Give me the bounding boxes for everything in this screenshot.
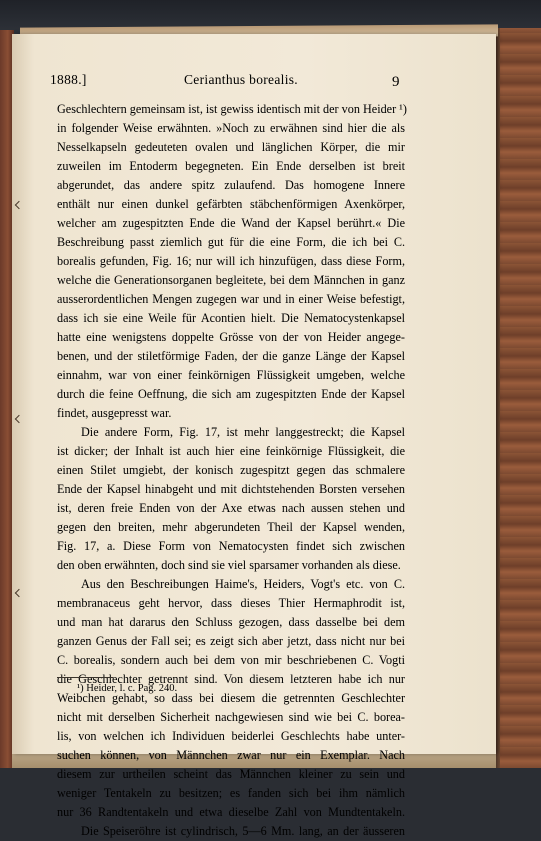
text-line: ausserordentlichen Mengen zugegen war und in einer Weise befestigt,: [57, 292, 405, 306]
text-line: dass ich sie eine Weile für Acontien hielt. Die Nematocystenkapsel: [57, 311, 405, 325]
footnote: ¹) Heider, l. c. Pag. 240.: [77, 683, 178, 694]
text-line: Die Speiseröhre ist cylindrisch, 5—6 Mm. lang, an der äusseren: [81, 824, 405, 838]
header-year: 1888.]: [50, 72, 87, 87]
text-line: den oben erwähnten, doch sind sie viel sparsamer vorhanden als diese.: [57, 558, 401, 572]
text-line: in folgender Weise erwähnten. »Noch zu erwähnen sind hier die als: [57, 121, 405, 135]
text-line: benen, und der stiletförmige Faden, der die ganze Länge der Kapsel: [57, 349, 405, 363]
text-line: die Geschlechter getrennt sind. Von diesem letzteren habe ich nur: [57, 672, 405, 686]
binding-stitch: [15, 415, 23, 423]
page-number: 9: [392, 74, 400, 90]
text-line: Aus den Beschreibungen Haime's, Heiders, Vogt's etc. von C.: [81, 577, 405, 591]
text-line: welche die Generationsorganen begleitete, bei dem Männchen in ganz: [57, 273, 405, 287]
text-line: Ende der Kapsel hinabgeht und mit dichtstehenden Borsten versehen: [57, 482, 405, 496]
text-line: weniger Tentakeln zu besitzen; es fanden sich bei ihm nämlich: [57, 786, 405, 800]
binding-stitch: [15, 589, 23, 597]
text-line: einnahm, war von einer feinkörnigen Flüssigkeit umgeben, welche: [57, 368, 405, 382]
text-line: nur 36 Randtentakeln und etwa dieselbe Zahl von Mundtentakeln.: [57, 805, 405, 819]
running-header: [50, 72, 410, 92]
text-line: ist dicker; der Inhalt ist auch hier eine feinkörnige Flüssigkeit, die: [57, 444, 405, 458]
text-line: ganzen Genus der Fall sei; es zeigt sich aber jetzt, dass nicht nur bei: [57, 634, 405, 648]
text-line: borealis gefunden, Fig. 16; nur will ich hinzufügen, dass diese Form,: [57, 254, 405, 268]
text-line: Fig. 17, a. Diese Form von Nematocysten findet sich zwischen: [57, 539, 405, 553]
text-line: findet, ausgepresst war.: [57, 406, 172, 420]
text-line: einen Stilet umgiebt, der konisch zugespitzt gegen das schmalere: [57, 463, 405, 477]
text-line: Nesselkapseln gedeuteten ovalen und länglichen Körper, die mir: [57, 140, 405, 154]
text-line: welcher am zugespitzten Ende die Wand der Kapsel berührt.« Die: [57, 216, 405, 230]
book-cover-right: [494, 28, 541, 768]
text-line: gegen den breiten, mehr abgerundeten Theil der Kapsel wenden,: [57, 520, 405, 534]
text-line: membranaceus geht hervor, dass dieses Thier Hermaphrodit ist,: [57, 596, 405, 610]
binding-stitch: [15, 201, 23, 209]
text-line: Weibchen gehabt, so dass bei diesem die getrennten Geschlechter: [57, 691, 405, 705]
text-line: hatte eine wenigstens doppelte Grösse von der von Heider angege-: [57, 330, 405, 344]
text-line: C. borealis, sondern auch bei dem von mir beschriebenen C. Vogti: [57, 653, 405, 667]
text-line: abgerundet, das andere spitz zulaufend. Das homogene Innere: [57, 178, 405, 192]
text-line: Die andere Form, Fig. 17, ist mehr langgestreckt; die Kapsel: [81, 425, 405, 439]
text-line: und man hat dararus den Schluss gezogen, dass dasselbe bei dem: [57, 615, 405, 629]
text-line: suchen können, von Männchen zwar nur ein Exemplar. Nach: [57, 748, 405, 762]
header-title: Cerianthus borealis.: [184, 72, 298, 87]
text-line: lis, von welchen ich Individuen beiderlei Geschlechts habe unter-: [57, 729, 405, 743]
text-line: durch die feine Oeffnung, die sich am zugespitzten Ende der Kapsel: [57, 387, 405, 401]
text-line: enthält nur einen dunkel gefärbten stäbchenförmigen Axenkörper,: [57, 197, 405, 211]
text-line: ist, deren freie Enden von der Axe etwas nach aussen stehen und: [57, 501, 405, 515]
text-line: Geschlechtern gemeinsam ist, ist gewiss identisch mit der von Heider ¹): [57, 102, 407, 116]
body-text: [57, 100, 405, 841]
text-line: nicht mit derselben Sicherheit nachgewiesen sind wie bei C. borea-: [57, 710, 405, 724]
text-line: zuweilen im Entoderm begegneten. Ein Ende derselben ist breit: [57, 159, 405, 173]
text-line: diesem zur urtheilen scheint das Männchen kleiner zu sein und: [57, 767, 405, 781]
text-line: Beschreibung passt ziemlich gut für die eine Form, die ich bei C.: [57, 235, 405, 249]
footnote-rule: [57, 677, 113, 678]
